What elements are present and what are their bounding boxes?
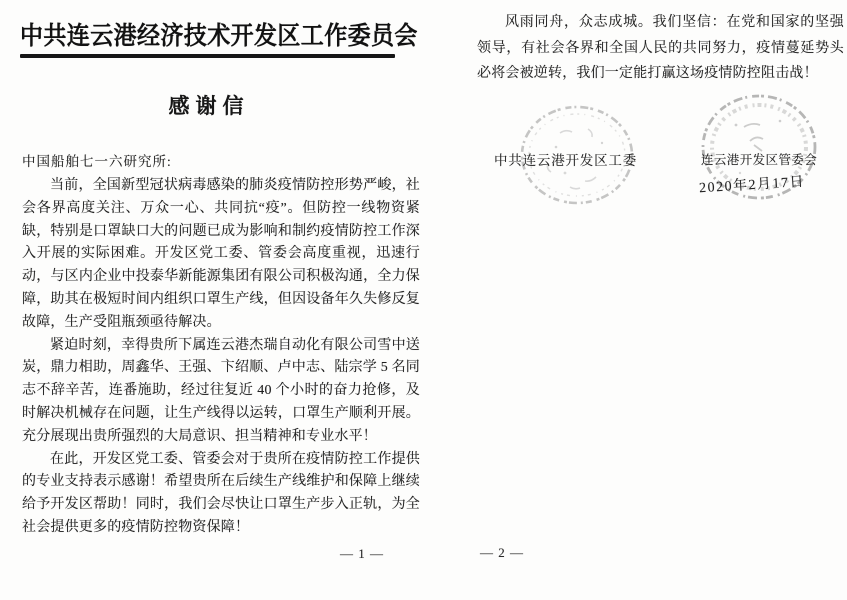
letter-date: 2020年2月17日 <box>698 174 806 197</box>
salutation: 中国船舶七一六研究所: <box>22 154 172 169</box>
letter-title: 感谢信 <box>168 94 250 118</box>
signature-management-committee: 连云港开发区管委会 <box>701 153 818 167</box>
body-paragraph-1: 当前，全国新型冠状病毒感染的肺炎疫情防控形势严峻，社会各界高度关注、万众一心、共同抗“疫”。但防控一线物资紧缺，特别是口罩缺口大的问题已成为影响和制约疫情防控工作深入开展的实际困难。开发区党工委、管委会高度重视，迅速行动，与区内企业中投泰华新能源集团有限公司积极沟通，全力保障，助其在极短时间内组织口罩生产线，但因设备年久失修反复故障，生产受阻瓶颈亟待解决。 <box>22 178 420 330</box>
letter-body-page1 <box>22 175 420 540</box>
page-number-1: — 1 — <box>340 546 384 561</box>
letterhead-divider <box>20 54 395 58</box>
letterhead-title: 中共连云港经济技术开发区工作委员会 <box>20 21 418 50</box>
letter-body-page2 <box>477 10 844 87</box>
closing-paragraph: 风雨同舟，众志成城。我们坚信：在党和国家的坚强领导，有社会各界和全国人民的共同努力，疫情蔓延势头必将会被逆转，我们一定能打赢这场疫情防控阻击战！ <box>477 15 844 81</box>
body-paragraph-2: 紧迫时刻，幸得贵所下属连云港杰瑞自动化有限公司雪中送炭，鼎力相助，周鑫华、王强、卞绍顺、卢中志、陆宗学 5 名同志不辞辛苦，连番施助，经过往复近 40 个小时的奋力抢修，及时解决机械存在问题，让生产线得以运转，口罩生产顺利开展。充分展现出贵所强烈的大局意识、担当精神和专业水平！ <box>22 337 420 444</box>
page-number-2: — 2 — <box>480 545 524 560</box>
body-paragraph-3: 在此，开发区党工委、管委会对于贵所在疫情防控工作提供的专业支持表示感谢！希望贵所在后续生产线维护和保障上继续给予开发区帮助！同时，我们会尽快让口罩生产步入正轨，为全社会提供更多的疫情防控物资保障！ <box>22 451 420 535</box>
signature-work-committee: 中共连云港开发区工委 <box>494 153 637 168</box>
